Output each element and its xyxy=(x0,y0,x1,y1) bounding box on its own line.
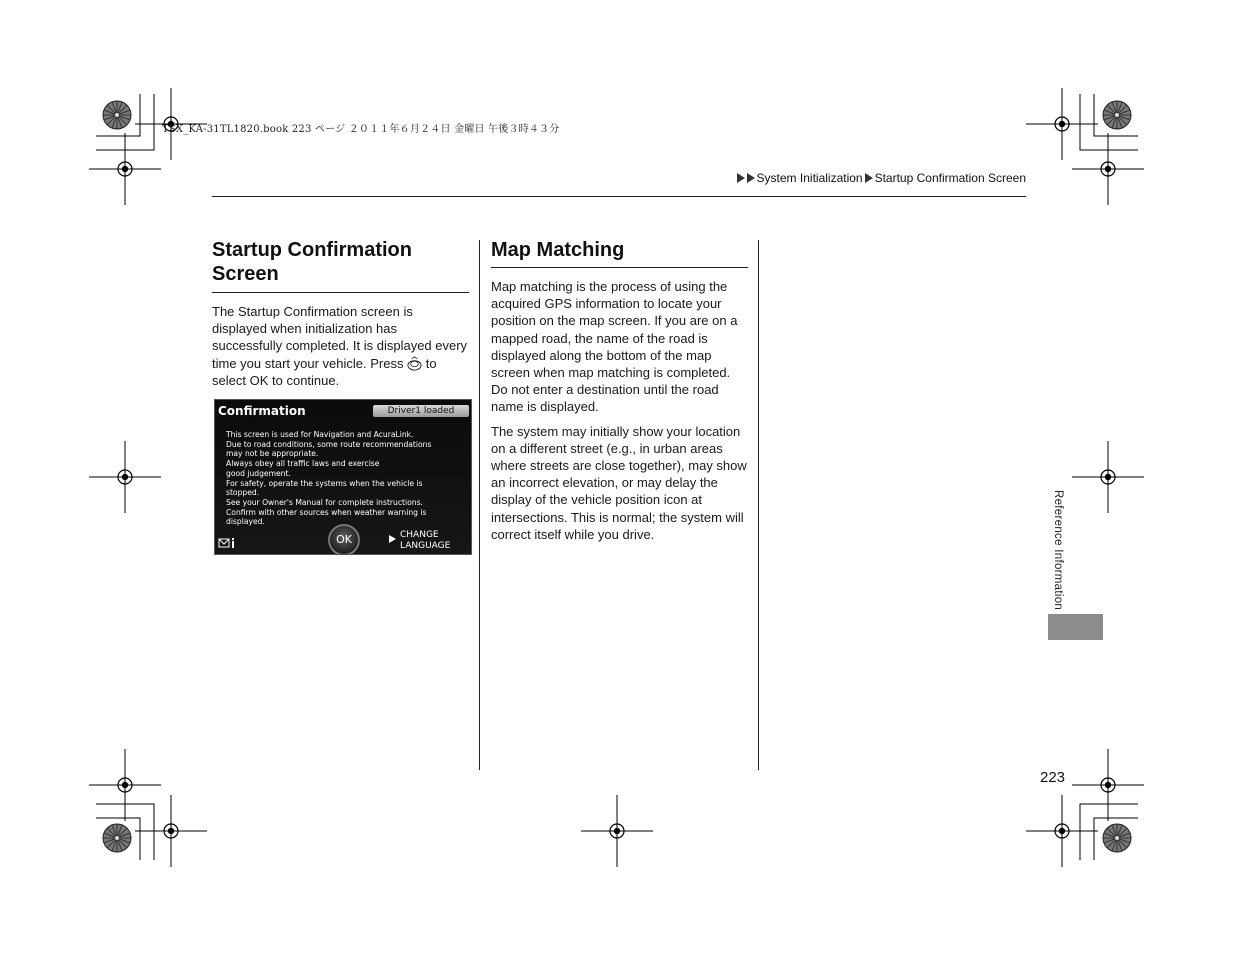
confirmation-screenshot xyxy=(214,399,472,555)
paragraph: Map matching is the process of using the acquired GPS information to locate your position on the map screen. If you are on a mapped road, the name of the road is displayed along the bottom of the map screen when map matching is completed. Do not enter a destination until the road name is displayed. xyxy=(491,279,738,415)
section-title: Map Matching xyxy=(491,239,625,261)
breadcrumb xyxy=(737,171,1026,185)
section-underline xyxy=(491,267,748,268)
section-body xyxy=(212,303,470,389)
message-line: stopped. xyxy=(226,488,260,498)
header-rule xyxy=(212,196,1026,197)
side-tab xyxy=(1048,614,1103,640)
change-language-button[interactable] xyxy=(400,530,450,552)
screen-title: Confirmation xyxy=(218,404,306,418)
print-header: TSX_KA-31TL1820.book 223 ページ ２０１１年６月２４日 金曜日 午後３時４３分 xyxy=(162,124,560,135)
paragraph: The system may initially show your location on a different street (e.g., in urban areas where streets are close together), may show an incorrect elevation, or may delay the display of the vehicle position icon at intersections. This is normal; the system will correct itself while you drive. xyxy=(491,423,747,542)
play-arrow-icon xyxy=(389,535,396,543)
body-text: to select xyxy=(212,355,437,388)
message-line: This screen is used for Navigation and AcuraLink. xyxy=(226,430,414,439)
ok-button[interactable]: OK xyxy=(328,524,360,555)
change-language-label: CHANGE xyxy=(400,530,439,540)
message-line: For safety, operate the systems when the vehicle is xyxy=(226,478,423,488)
section-title: Startup Confirmation Screen xyxy=(212,239,412,285)
column-divider xyxy=(758,240,759,770)
column-divider xyxy=(479,240,480,770)
message-line: good judgement. xyxy=(226,468,291,478)
section-body xyxy=(491,278,749,550)
breadcrumb-arrow-icon xyxy=(747,173,755,183)
side-tab-label: Reference Information xyxy=(1052,490,1064,611)
ok-word: OK xyxy=(249,372,269,388)
info-icon xyxy=(218,537,238,549)
interface-dial-icon xyxy=(407,356,422,371)
driver-badge: Driver1 loaded xyxy=(373,405,469,417)
change-language-label: LANGUAGE xyxy=(400,541,451,551)
body-text: to continue. xyxy=(272,372,340,388)
section-underline xyxy=(212,292,469,293)
message-line: Confirm with other sources when weather warning is xyxy=(226,507,427,517)
page-number: 223 xyxy=(1040,769,1066,786)
message-line: Due to road conditions, some route recommendations xyxy=(226,439,432,449)
breadcrumb-arrow-icon xyxy=(865,173,873,183)
breadcrumb-item[interactable]: Startup Confirmation Screen xyxy=(874,171,1026,185)
breadcrumb-arrow-icon xyxy=(737,173,745,183)
breadcrumb-item[interactable]: System Initialization xyxy=(756,171,863,185)
message-line: Always obey all traffic laws and exercise xyxy=(226,459,380,469)
message-line: may not be appropriate. xyxy=(226,449,319,459)
message-line: See your Owner's Manual for complete instructions. xyxy=(226,497,423,507)
body-text: The Startup Confirmation screen is displayed when initialization has successfully completed. It is displayed every time you start your vehicle. Press xyxy=(212,304,468,371)
screen-message xyxy=(226,430,466,527)
message-line: displayed. xyxy=(226,517,265,527)
